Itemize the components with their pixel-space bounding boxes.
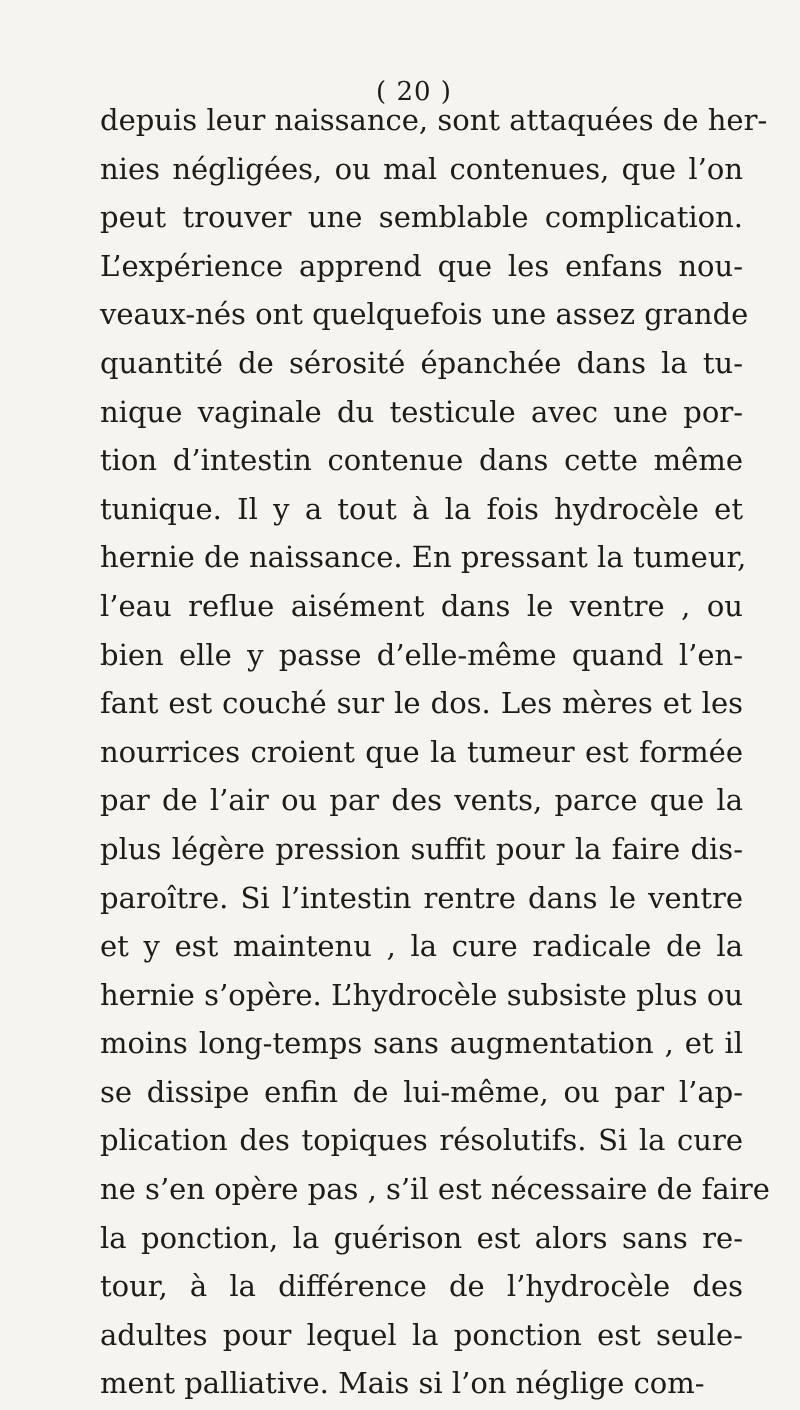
text-line: moins long-temps sans augmentation , et il — [100, 1026, 743, 1061]
text-line: quantité de sérosité épanchée dans la tu- — [100, 345, 743, 380]
text-line: tour, à la différence de l’hydrocèle des — [100, 1269, 743, 1304]
text-line: hernie de naissance. En pressant la tumeur, — [100, 540, 747, 575]
text-line: adultes pour lequel la ponction est seule- — [100, 1317, 743, 1352]
text-line: la ponction, la guérison est alors sans re- — [100, 1220, 743, 1255]
text-line: se dissipe enfin de lui-même, ou par l’ap- — [100, 1074, 743, 1109]
text-line: peut trouver une semblable complication. — [100, 200, 743, 235]
text-line: bien elle y passe d’elle-même quand l’en- — [100, 637, 743, 672]
text-line: nies négligées, ou mal contenues, que l’on — [100, 151, 743, 186]
text-line: fant est couché sur le dos. Les mères et les — [100, 686, 743, 721]
text-line: tion d’intestin contenue dans cette même — [100, 443, 743, 478]
text-line: veaux-nés ont quelquefois une assez grande — [100, 297, 749, 332]
text-line: depuis leur naissance, sont attaquées de her- — [100, 103, 768, 137]
text-line: paroître. Si l’intestin rentre dans le ventre — [100, 880, 743, 915]
page-number: ( 20 ) — [376, 77, 452, 107]
text-line: ne s’en opère pas , s’il est nécessaire de faire — [100, 1172, 770, 1207]
text-line: L’expérience apprend que les enfans nou- — [100, 248, 743, 283]
body-text — [100, 96, 770, 1408]
text-line: par de l’air ou par des vents, parce que la — [100, 783, 743, 818]
text-line: l’eau reflue aisément dans le ventre , ou — [100, 588, 743, 623]
text-line: nique vaginale du testicule avec une por- — [100, 394, 743, 429]
text-line: plus légère pression suffit pour la faire dis- — [100, 831, 743, 866]
text-line: et y est maintenu , la cure radicale de la — [100, 929, 743, 964]
text-line: ment palliative. Mais si l’on néglige com- — [100, 1366, 705, 1401]
text-line: tunique. Il y a tout à la fois hydrocèle et — [100, 491, 743, 526]
text-line: hernie s’opère. L’hydrocèle subsiste plus ou — [100, 977, 743, 1012]
text-line: nourrices croient que la tumeur est formée — [100, 734, 743, 769]
text-line: plication des topiques résolutifs. Si la cure — [100, 1123, 743, 1158]
